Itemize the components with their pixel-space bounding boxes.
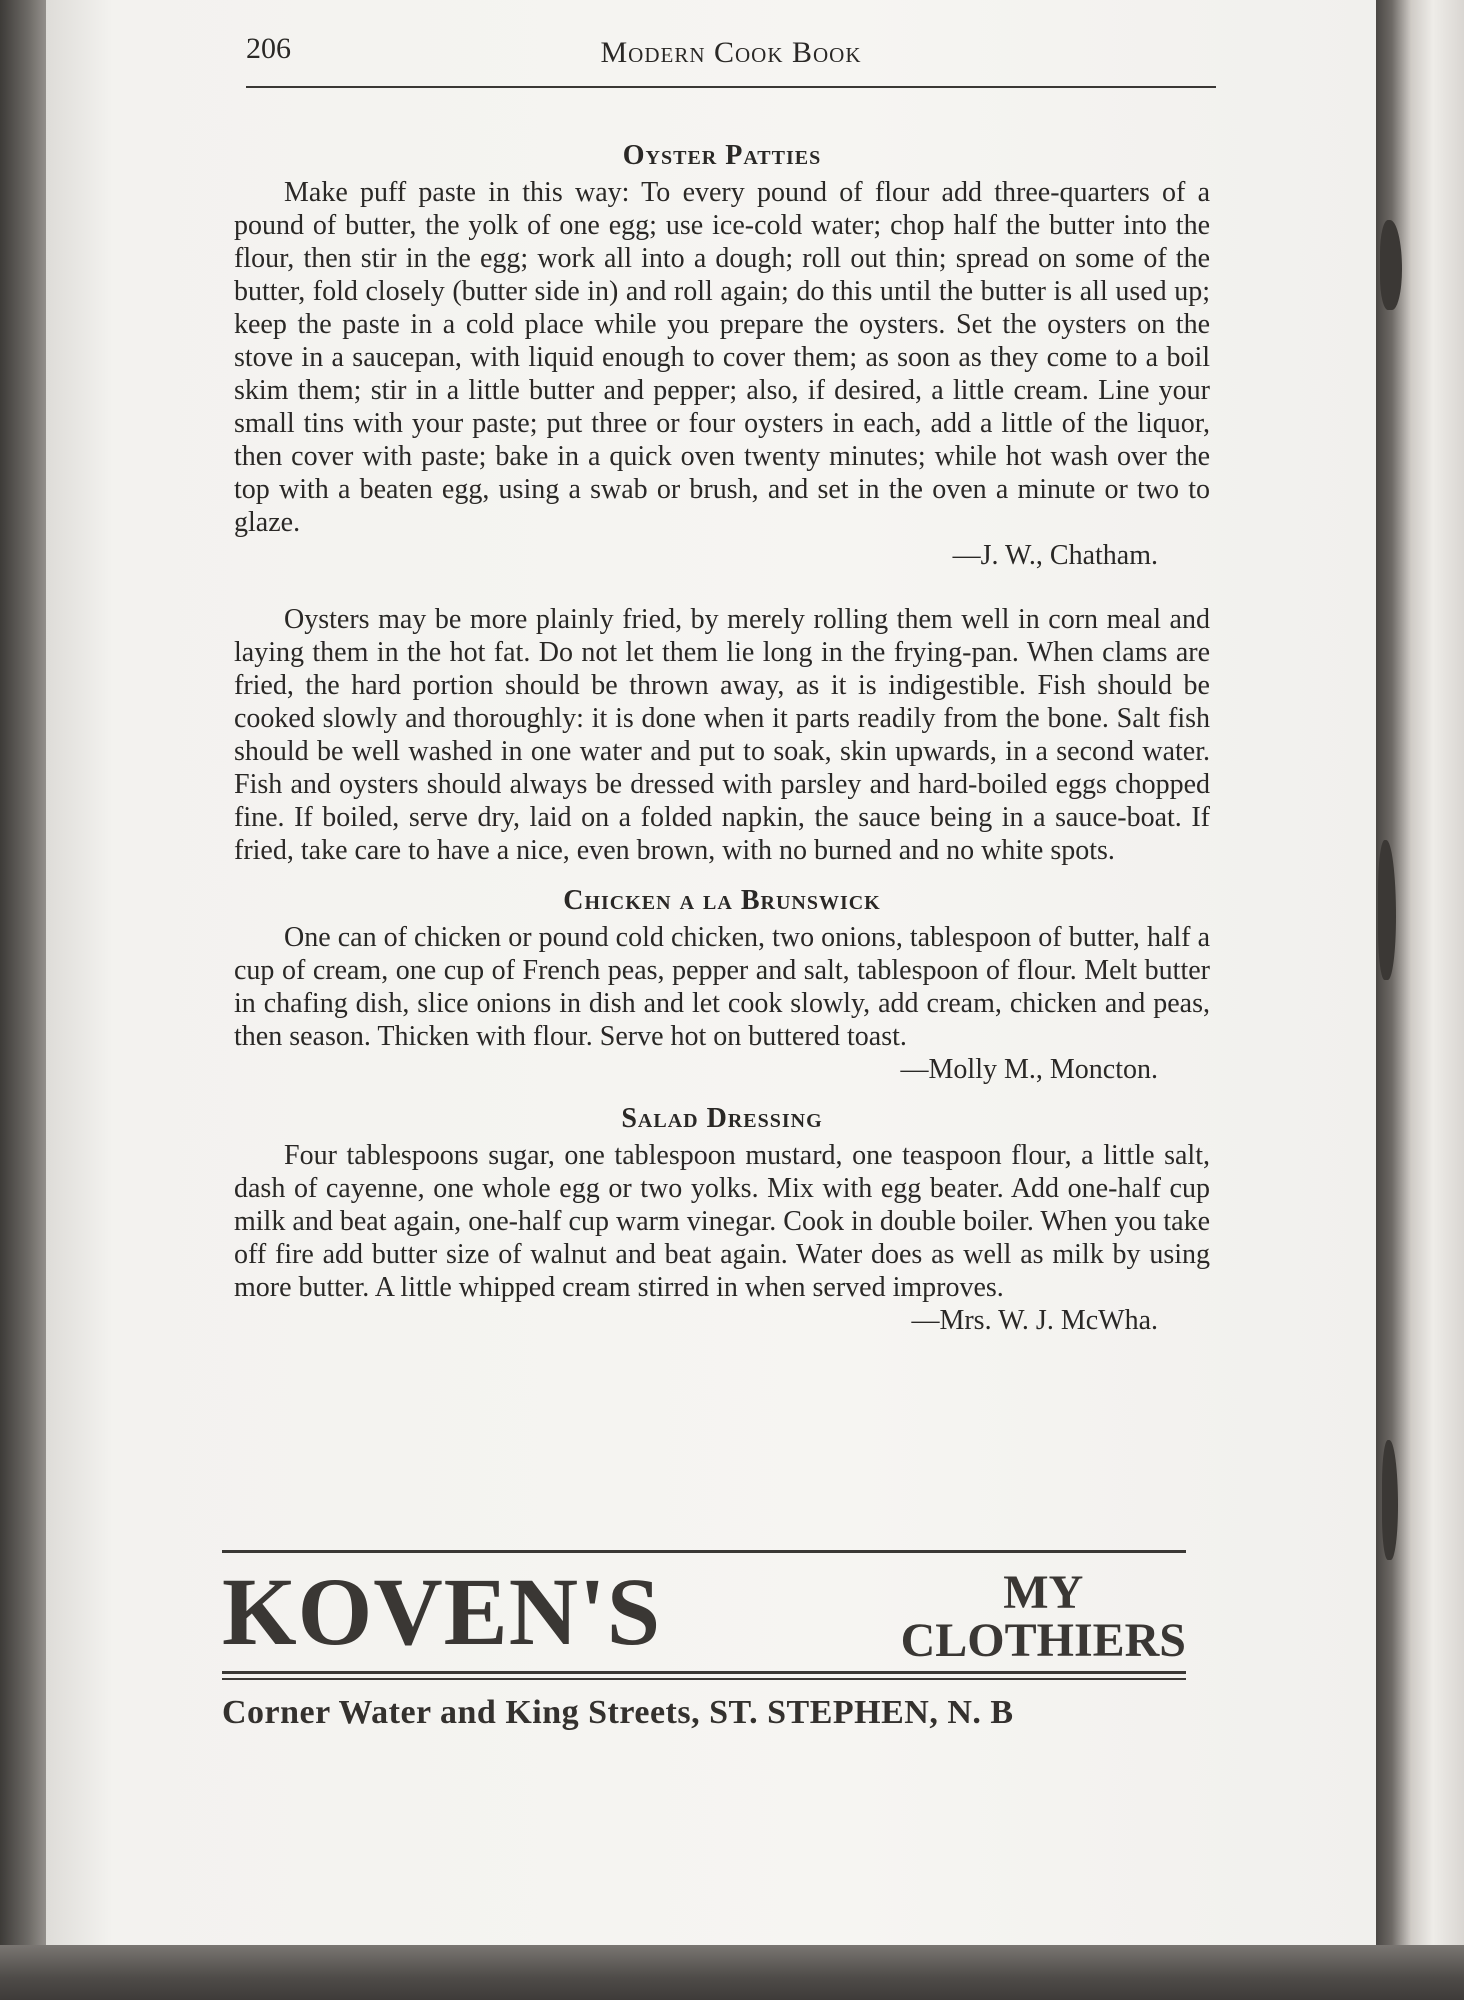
advertisement [222,1550,1186,1732]
ad-store-name: KOVEN'S [222,1558,662,1665]
ad-address: Corner Water and King Streets, ST. STEPHEN, N. B [222,1694,1014,1731]
page-bottom-edge [0,1945,1464,2000]
recipe-attribution: —Mrs. W. J. McWha. [911,1305,1158,1336]
recipe-title: Oyster Patties [622,140,822,171]
ad-main [222,1553,1186,1671]
book-title: Modern Cook Book [600,36,862,69]
tear-mark [1382,1440,1398,1560]
recipe-salad-dressing [234,1099,1210,1338]
ad-tagline-line1: MY [1003,1566,1084,1619]
recipe-attribution: —J. W., Chatham. [952,540,1158,571]
note-text: Oysters may be more plainly fried, by merely rolling them well in corn meal and laying them in the hot fat. Do not let them lie long in the frying-pan. When clams are fried, the hard portion should be thrown away, as it is indigestible. Fish should be cooked slowly and thoroughly: it is done when it parts readily from the bone. Salt fish should be well washed in one water and put to soak, skin upwards, in a second water. Fish and oysters should always be dressed with parsley and hard-boiled eggs chopped fine. If boiled, serve dry, laid on a folded napkin, the sauce being in a sauce-boat. If fried, take care to have a nice, even brown, with no burned and no white spots. [234,604,1210,866]
book-spine-shadow [0,0,50,2000]
torn-binding-edge [1376,0,1464,2000]
recipe-title: Salad Dressing [621,1103,823,1134]
tear-mark [1380,220,1402,310]
recipe-oyster-patties [234,136,1210,573]
ad-tagline-line2: CLOTHIERS [900,1614,1186,1667]
note-frying-fish [234,603,1210,867]
ad-tagline [900,1566,1186,1667]
page-content [234,26,1210,1338]
recipe-attribution: —Molly M., Moncton. [900,1054,1158,1085]
running-head [246,26,1216,88]
recipe-text: Four tablespoons sugar, one tablespoon mustard, one teaspoon flour, a little salt, dash of cayenne, one whole egg or two yolks. Mix with egg beater. Add one-half cup milk and beat again, one-half cup warm vinegar. Cook in double boiler. When you take off fire add butter size of walnut and beat again. Water does as well as milk by using more butter. A little whipped cream stirred in when served improves. [234,1140,1210,1303]
recipe-text: Make puff paste in this way: To every pound of flour add three-quarters of a pound of butter, the yolk of one egg; use ice-cold water; chop half the butter into the flour, then stir in the egg; work all into a dough; roll out thin; spread on some of the butter, fold closely (butter side in) and roll again; do this until the butter is all used up; keep the paste in a cold place while you prepare the oysters. Set the oysters on the stove in a saucepan, with liquid enough to cover them; as soon as they come to a boil skim them; stir in a little butter and pepper; also, if desired, a little cream. Line your small tins with your paste; put three or four oysters in each, add a little of the liquor, then cover with paste; bake in a quick oven twenty minutes; while hot wash over the top with a beaten egg, using a swab or brush, and set in the oven a minute or two to glaze. [234,177,1210,538]
recipe-title: Chicken a la Brunswick [563,885,881,916]
page-number: 206 [246,32,291,65]
tear-mark [1378,840,1396,980]
recipe-text: One can of chicken or pound cold chicken, two onions, tablespoon of butter, half a cup of cream, one cup of French peas, pepper and salt, tablespoon of flour. Melt butter in chafing dish, slice onions in dish and let cook slowly, add cream, chicken and peas, then season. Thicken with flour. Serve hot on buttered toast. [234,922,1210,1052]
ad-double-rule [222,1671,1186,1680]
recipe-chicken-brunswick [234,881,1210,1087]
